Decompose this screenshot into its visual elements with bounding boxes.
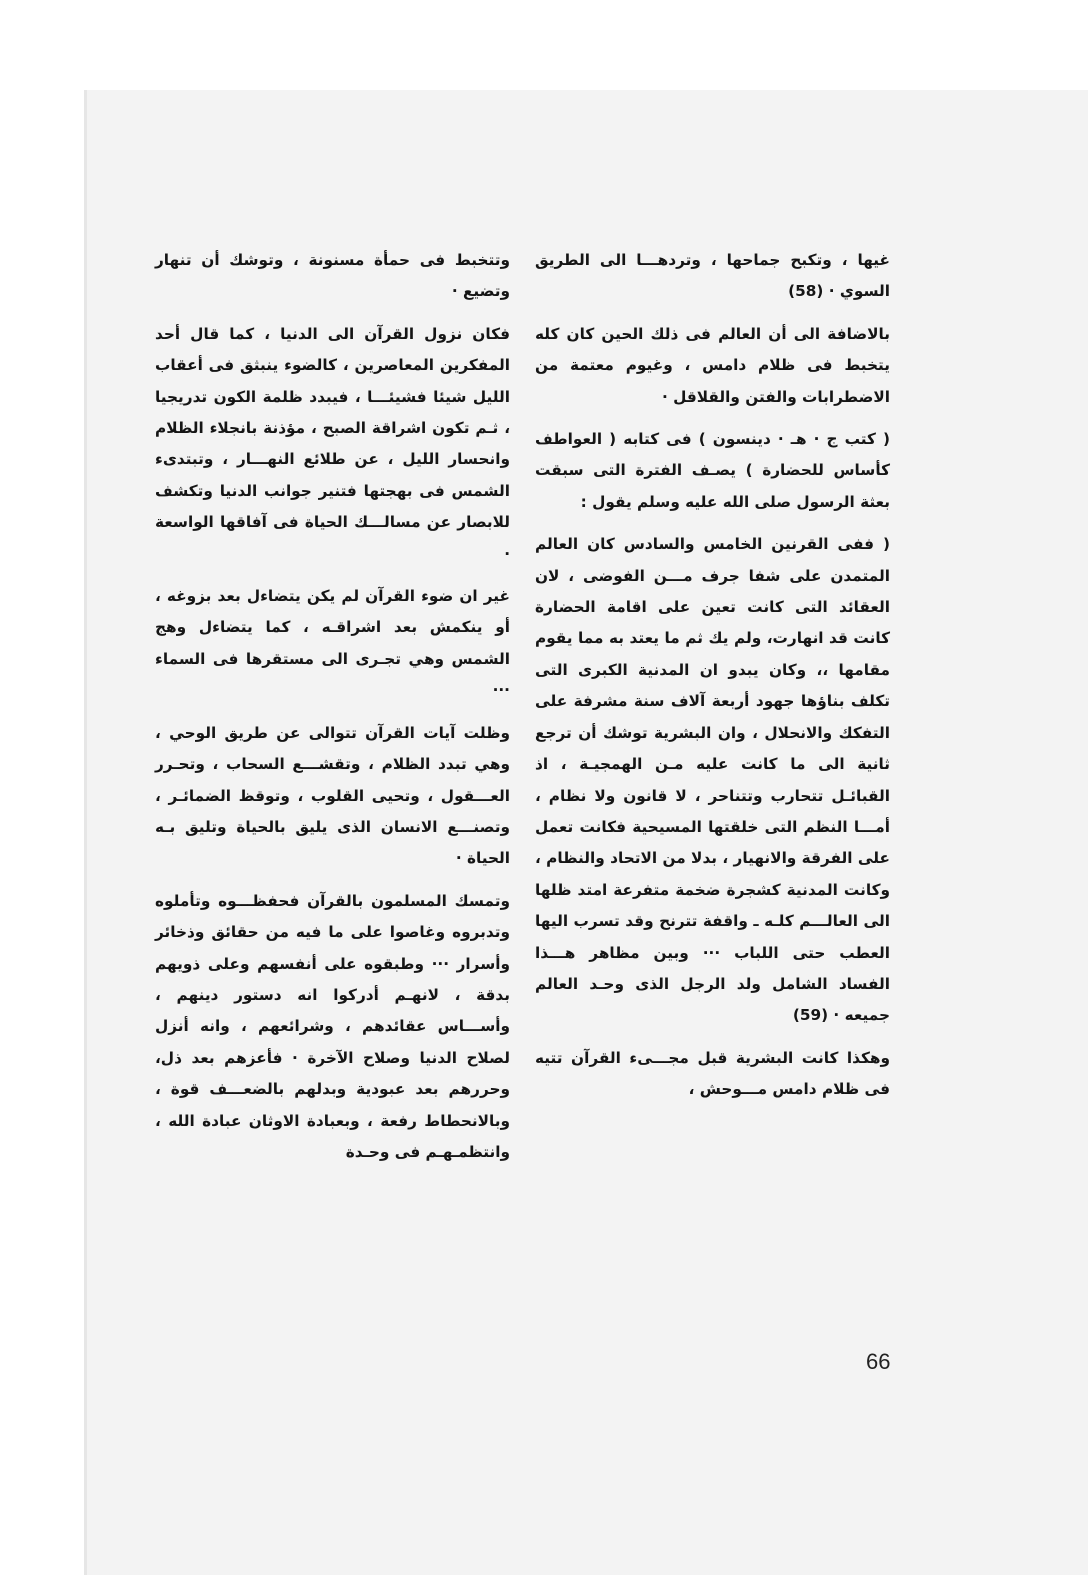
paragraph: غيها ، وتكبح جماحها ، وتردهـــا الى الطريق السوي · (58) (535, 251, 890, 301)
paragraph: بالاضافة الى أن العالم فى ذلك الحين كان كله يتخبط فى ظلام دامس ، وغيوم معتمة من الاضطرابات والفتن والقلاقل · (535, 324, 890, 406)
paragraph: ( كتب ج · هـ · دينسون ) فى كتابه ( العواطف كأساس للحضارة ) يصـف الفترة التى سبقت بعثة الرسول صلى الله عليه وسلم يقول : (535, 430, 890, 511)
paragraph: وهكذا كانت البشرية قبل مجـــىء القرآن تتيه فى ظلام دامس مـــوحش ، (535, 1048, 890, 1099)
paragraph: وتتخبط فى حمأة مسنونة ، وتوشك أن تنهار وتضيع · (155, 251, 510, 301)
left-text-column (155, 245, 510, 1179)
paragraph: وظلت آيات القرآن تتوالى عن طريق الوحي ، وهي تبدد الظلام ، وتقشـــع السحاب ، وتحـرر العـــقول ، وتحيى القلوب ، وتوقظ الضمائـر ، وتصنـــع الانسان الذى يليق بالحياة وتليق بـه الحياة · (155, 723, 510, 868)
page-edge-shadow (84, 90, 87, 1575)
page-number: 66 (866, 1349, 891, 1374)
paragraph: فكان نزول القرآن الى الدنيا ، كما قال أحد المفكرين المعاصرين ، كالضوء ينبثق فى أعقاب الليل شيئا فشيئـــا ، فيبدد ظلمة الكون تدريجيا ، ثـم تكون اشراقة الصبح ، مؤذنة بانجلاء الظلام وانحسار الليل ، عن طلائع النهـــار ، وتبتدىء الشمس فى بهجتها فتنير جوانب الدنيا وتكشف للابصار عن مسالـــك الحياة فى آفاقها الواسعة · (155, 324, 510, 563)
paragraph: وتمسك المسلمون بالقرآن فحفظـــوه وتأملوه وتدبروه وغاصوا على ما فيه من حقائق وذخائر وأسرار ··· وطبقوه على أنفسهم وعلى ذويهم بدقة ، لانهـم أدركوا انه دستور دينهم ، وأســـاس عقائدهم ، وشرائعهم ، وانه أنزل لصلاح الدنيا وصلاح الآخرة · فأعزهم بعد ذل، وحررهم بعد عبودية وبدلهم بالضعـــف قوة ، وبالانحطاط رفعة ، وبعبادة الاوثان عبادة الله ، وانتظمـهـم فى وحـدة (155, 891, 510, 1161)
paragraph: غير ان ضوء القرآن لم يكن يتضاءل بعد بزوغه ، أو ينكمش بعد اشراقـه ، كما يتضاءل وهج الشمس وهي تجـرى الى مستقرها فى السماء ··· (155, 587, 510, 700)
right-text-column (535, 245, 890, 1117)
paragraph: ( ففى القرنين الخامس والسادس كان العالم المتمدن على شفا جرف مـــن الفوضى ، لان العقائد التى كانت تعين على اقامة الحضارة كانت قد انهارت، ولم يك ثم ما يعتد به مما يقوم مقامها ،، وكان يبدو ان المدنية الكبرى التى تكلف بناؤها جهود أربعة آلاف سنة مشرفة على التفكك والانحلال ، وان البشرية توشك أن ترجع ثانية الى ما كانت عليه مـن الهمجيـة ، اذ القبائـل تتحارب وتتناحر ، لا قانون ولا نظام ، أمـــا النظم التى خلقتها المسيحية فكانت تعمل على الفرقة والانهيار ، بدلا من الاتحاد والنظام ، وكانت المدنية كشجرة ضخمة متفرعة امتد ظلها الى العالـــم كلـه ـ واقفة تترنح وقد تسرب اليها العطب حتى اللباب ··· وبين مظاهر هـــذا الفساد الشامل ولد الرجل الذى وحـد العالم جميعه · (59) (535, 535, 890, 1025)
